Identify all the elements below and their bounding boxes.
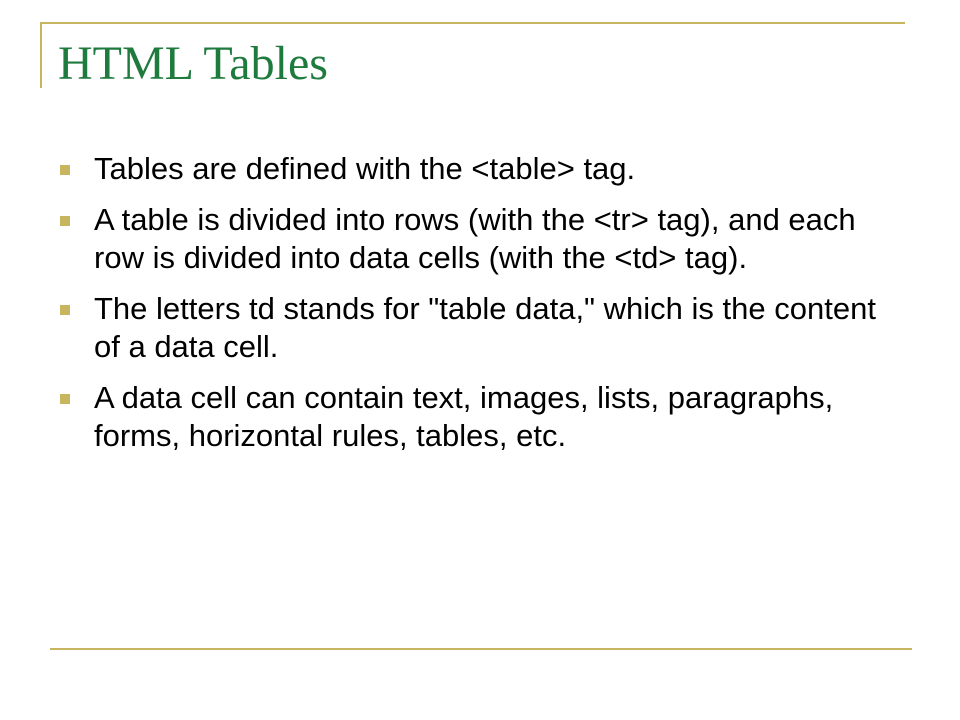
square-bullet-icon xyxy=(60,216,70,226)
square-bullet-icon xyxy=(60,394,70,404)
frame-bottom-line xyxy=(50,648,912,650)
bullet-item xyxy=(60,290,910,366)
square-bullet-icon xyxy=(60,305,70,315)
slide-title: HTML Tables xyxy=(58,37,328,90)
bullet-item xyxy=(60,201,910,277)
frame-left-line xyxy=(40,22,42,88)
square-bullet-icon xyxy=(60,165,70,175)
bullet-item xyxy=(60,379,910,455)
bullet-text: A data cell can contain text, images, lists, paragraphs, forms, horizontal rules, tables, etc. xyxy=(94,380,834,453)
bullet-text: The letters td stands for "table data," which is the content of a data cell. xyxy=(94,291,876,364)
bullet-text: Tables are defined with the <table> tag. xyxy=(94,151,636,186)
bullet-text: A table is divided into rows (with the <tr> tag), and each row is divided into data cells (with the <td> tag). xyxy=(94,202,856,275)
frame-top-line xyxy=(40,22,905,24)
bullet-list xyxy=(60,150,910,468)
bullet-item xyxy=(60,150,910,188)
